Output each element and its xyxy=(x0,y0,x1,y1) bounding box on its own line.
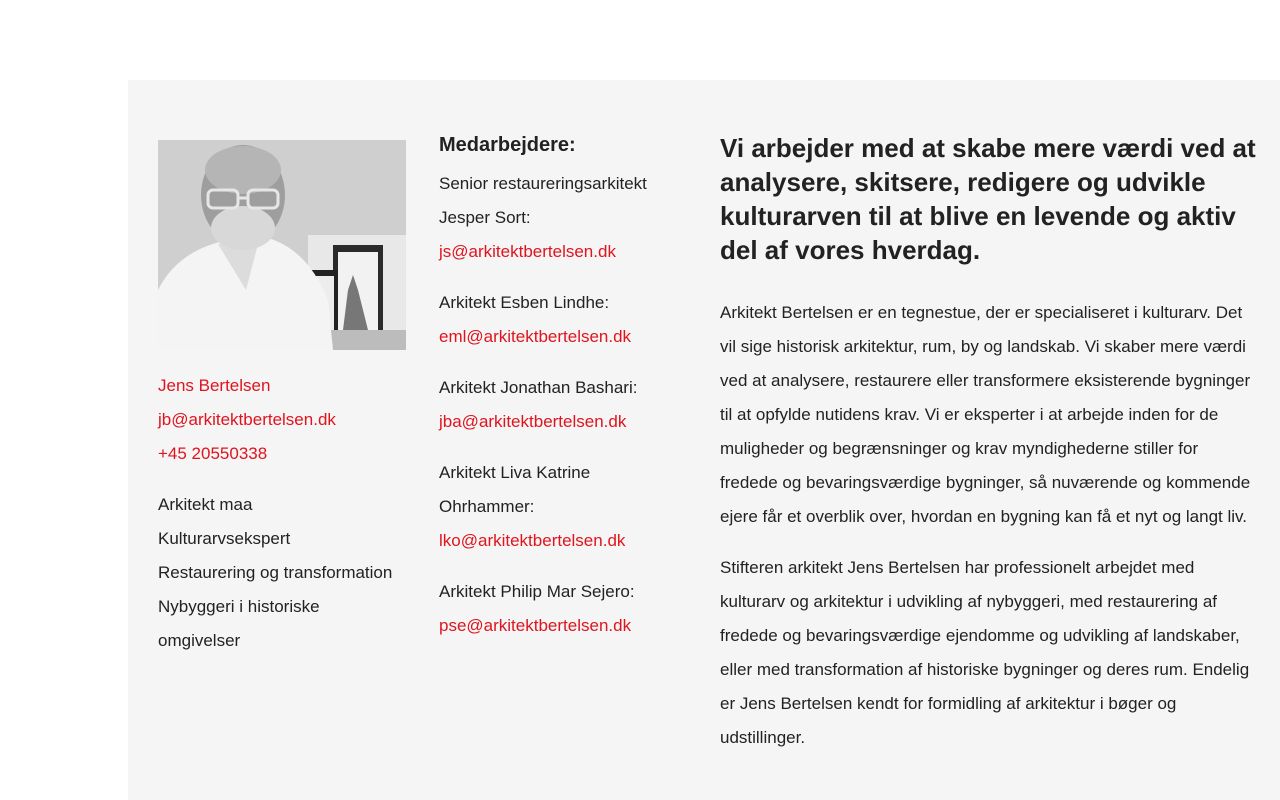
staff-title: Senior restaureringsarkitekt Jesper Sort: xyxy=(439,174,647,227)
staff-list xyxy=(439,167,679,643)
about-heading: Vi arbejder med at skabe mere værdi ved at analysere, skitsere, redigere og udvikle kulturarven til at blive en levende og aktiv del af vores hverdag. xyxy=(720,133,1256,265)
staff-member xyxy=(439,575,679,643)
staff-member xyxy=(439,167,654,269)
staff-member xyxy=(439,456,679,558)
staff-title: Arkitekt Philip Mar Sejero: xyxy=(439,582,635,601)
staff-member xyxy=(439,371,679,439)
staff-member xyxy=(439,286,679,354)
staff-email-link[interactable]: pse@arkitektbertelsen.dk xyxy=(439,616,632,635)
about-paragraph: Arkitekt Bertelsen er en tegnestue, der er specialiseret i kulturarv. Det vil sige historisk arkitektur, rum, by og landskab. Vi skaber mere værdi ved at analysere, restaurere eller transformere eksisterende bygninger til at opfylde nutidens krav. Vi er eksperter i at arbejde inden for de muligheder og begrænsninger og krav myndighederne stiller for fredede og bevaringsværdige bygninger, så nuværende og kommende ejere får et overblik over, hvordan en bygning kan få et nyt og langt liv. xyxy=(720,303,1251,526)
staff-column xyxy=(439,130,679,660)
role-item: Kulturarvsekspert xyxy=(158,529,291,548)
staff-email-link[interactable]: eml@arkitektbertelsen.dk xyxy=(439,327,632,346)
profile-name[interactable]: Jens Bertelsen xyxy=(158,376,271,395)
role-item: Restaurering og transformation xyxy=(158,563,393,582)
staff-email-link[interactable]: jba@arkitektbertelsen.dk xyxy=(439,412,627,431)
staff-title: Arkitekt Liva Katrine Ohrhammer: xyxy=(439,463,591,516)
role-item: Arkitekt maa xyxy=(158,495,253,514)
staff-title: Arkitekt Esben Lindhe: xyxy=(439,293,610,312)
about-paragraph: Stifteren arkitekt Jens Bertelsen har professionelt arbejdet med kulturarv og arkitektur i udvikling af nybyggeri, med restaurering af fredede og bevaringsværdige ejendomme og udvikling af landskaber, eller med transformation af historiske bygninger og deres rum. Endelig er Jens Bertelsen kendt for formidling af arkitektur i bøger og udstillinger. xyxy=(720,558,1250,747)
profile-phone-link[interactable]: +45 20550338 xyxy=(158,444,268,463)
role-item: Nybyggeri i historiske omgivelser xyxy=(158,597,320,650)
portrait-photo xyxy=(158,140,406,350)
staff-email-link[interactable]: lko@arkitektbertelsen.dk xyxy=(439,531,626,550)
staff-email-link[interactable]: js@arkitektbertelsen.dk xyxy=(439,242,616,261)
staff-heading: Medarbejdere: xyxy=(439,134,576,156)
profile-column xyxy=(158,140,418,658)
about-column xyxy=(720,131,1260,755)
profile-roles xyxy=(158,488,418,658)
profile-contact xyxy=(158,369,418,471)
profile-email-link[interactable]: jb@arkitektbertelsen.dk xyxy=(158,410,336,429)
staff-title: Arkitekt Jonathan Bashari: xyxy=(439,378,638,397)
